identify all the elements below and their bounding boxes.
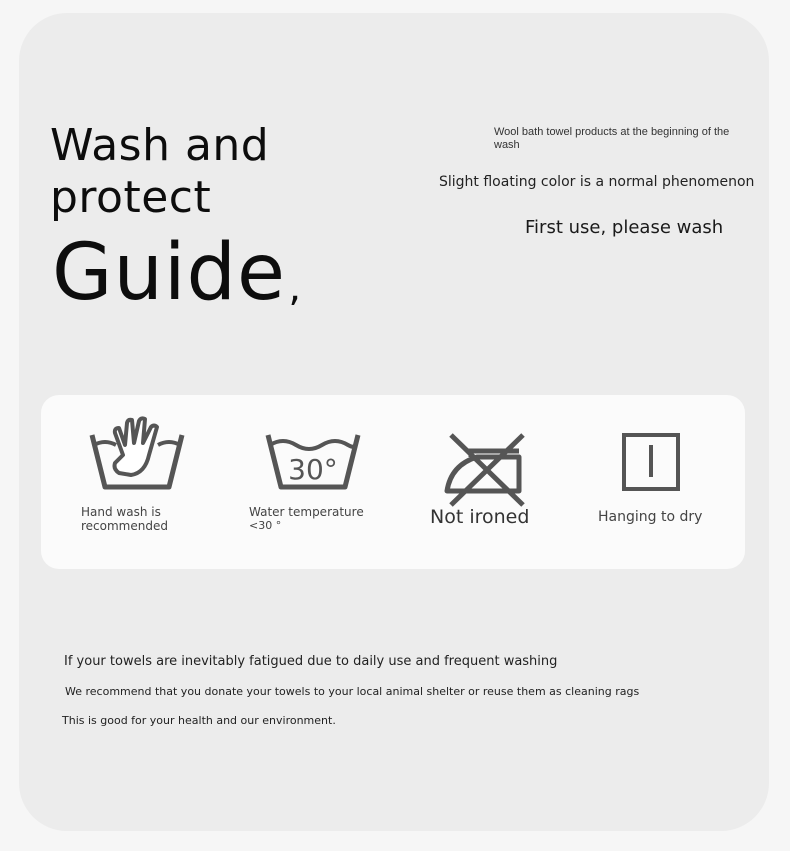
care-item-wash-30 [249, 415, 389, 545]
do-not-iron-icon [441, 429, 531, 509]
care-label-hanging-dry: Hanging to dry [598, 509, 703, 525]
note-wool-towel: Wool bath towel products at the beginning of the wash [494, 126, 730, 151]
care-label-water-temp: Water temperature [249, 505, 364, 519]
decorative-mark: ʼ [288, 289, 301, 335]
page-title [50, 120, 269, 224]
care-label-water-temp-value: <30 ° [249, 519, 282, 532]
guide-heading: Guide [52, 228, 287, 318]
title-line-1: Wash and [50, 120, 270, 171]
care-item-no-iron [426, 415, 566, 545]
note-floating-color: Slight floating color is a normal phenomenon [439, 174, 755, 190]
care-label-not-ironed: Not ironed [430, 506, 530, 528]
hand-wash-icon [87, 415, 187, 495]
wash-temp-text: 30° [288, 453, 338, 486]
care-item-line-dry [596, 415, 736, 545]
footer-line-donate: We recommend that you donate your towels to your local animal shelter or reuse them as cleaning rags [65, 685, 640, 698]
care-label-hand-wash: Hand wash is recommended [81, 505, 168, 533]
footer-line-fatigued: If your towels are inevitably fatigued due to daily use and frequent washing [64, 654, 558, 669]
wash-30-icon [263, 415, 363, 495]
care-item-hand-wash [81, 415, 221, 545]
title-line-2: protect [50, 172, 212, 223]
line-dry-icon [621, 432, 681, 492]
care-symbols-panel [41, 395, 745, 569]
note-first-use: First use, please wash [525, 217, 724, 238]
footer-line-environment: This is good for your health and our environment. [62, 714, 336, 727]
